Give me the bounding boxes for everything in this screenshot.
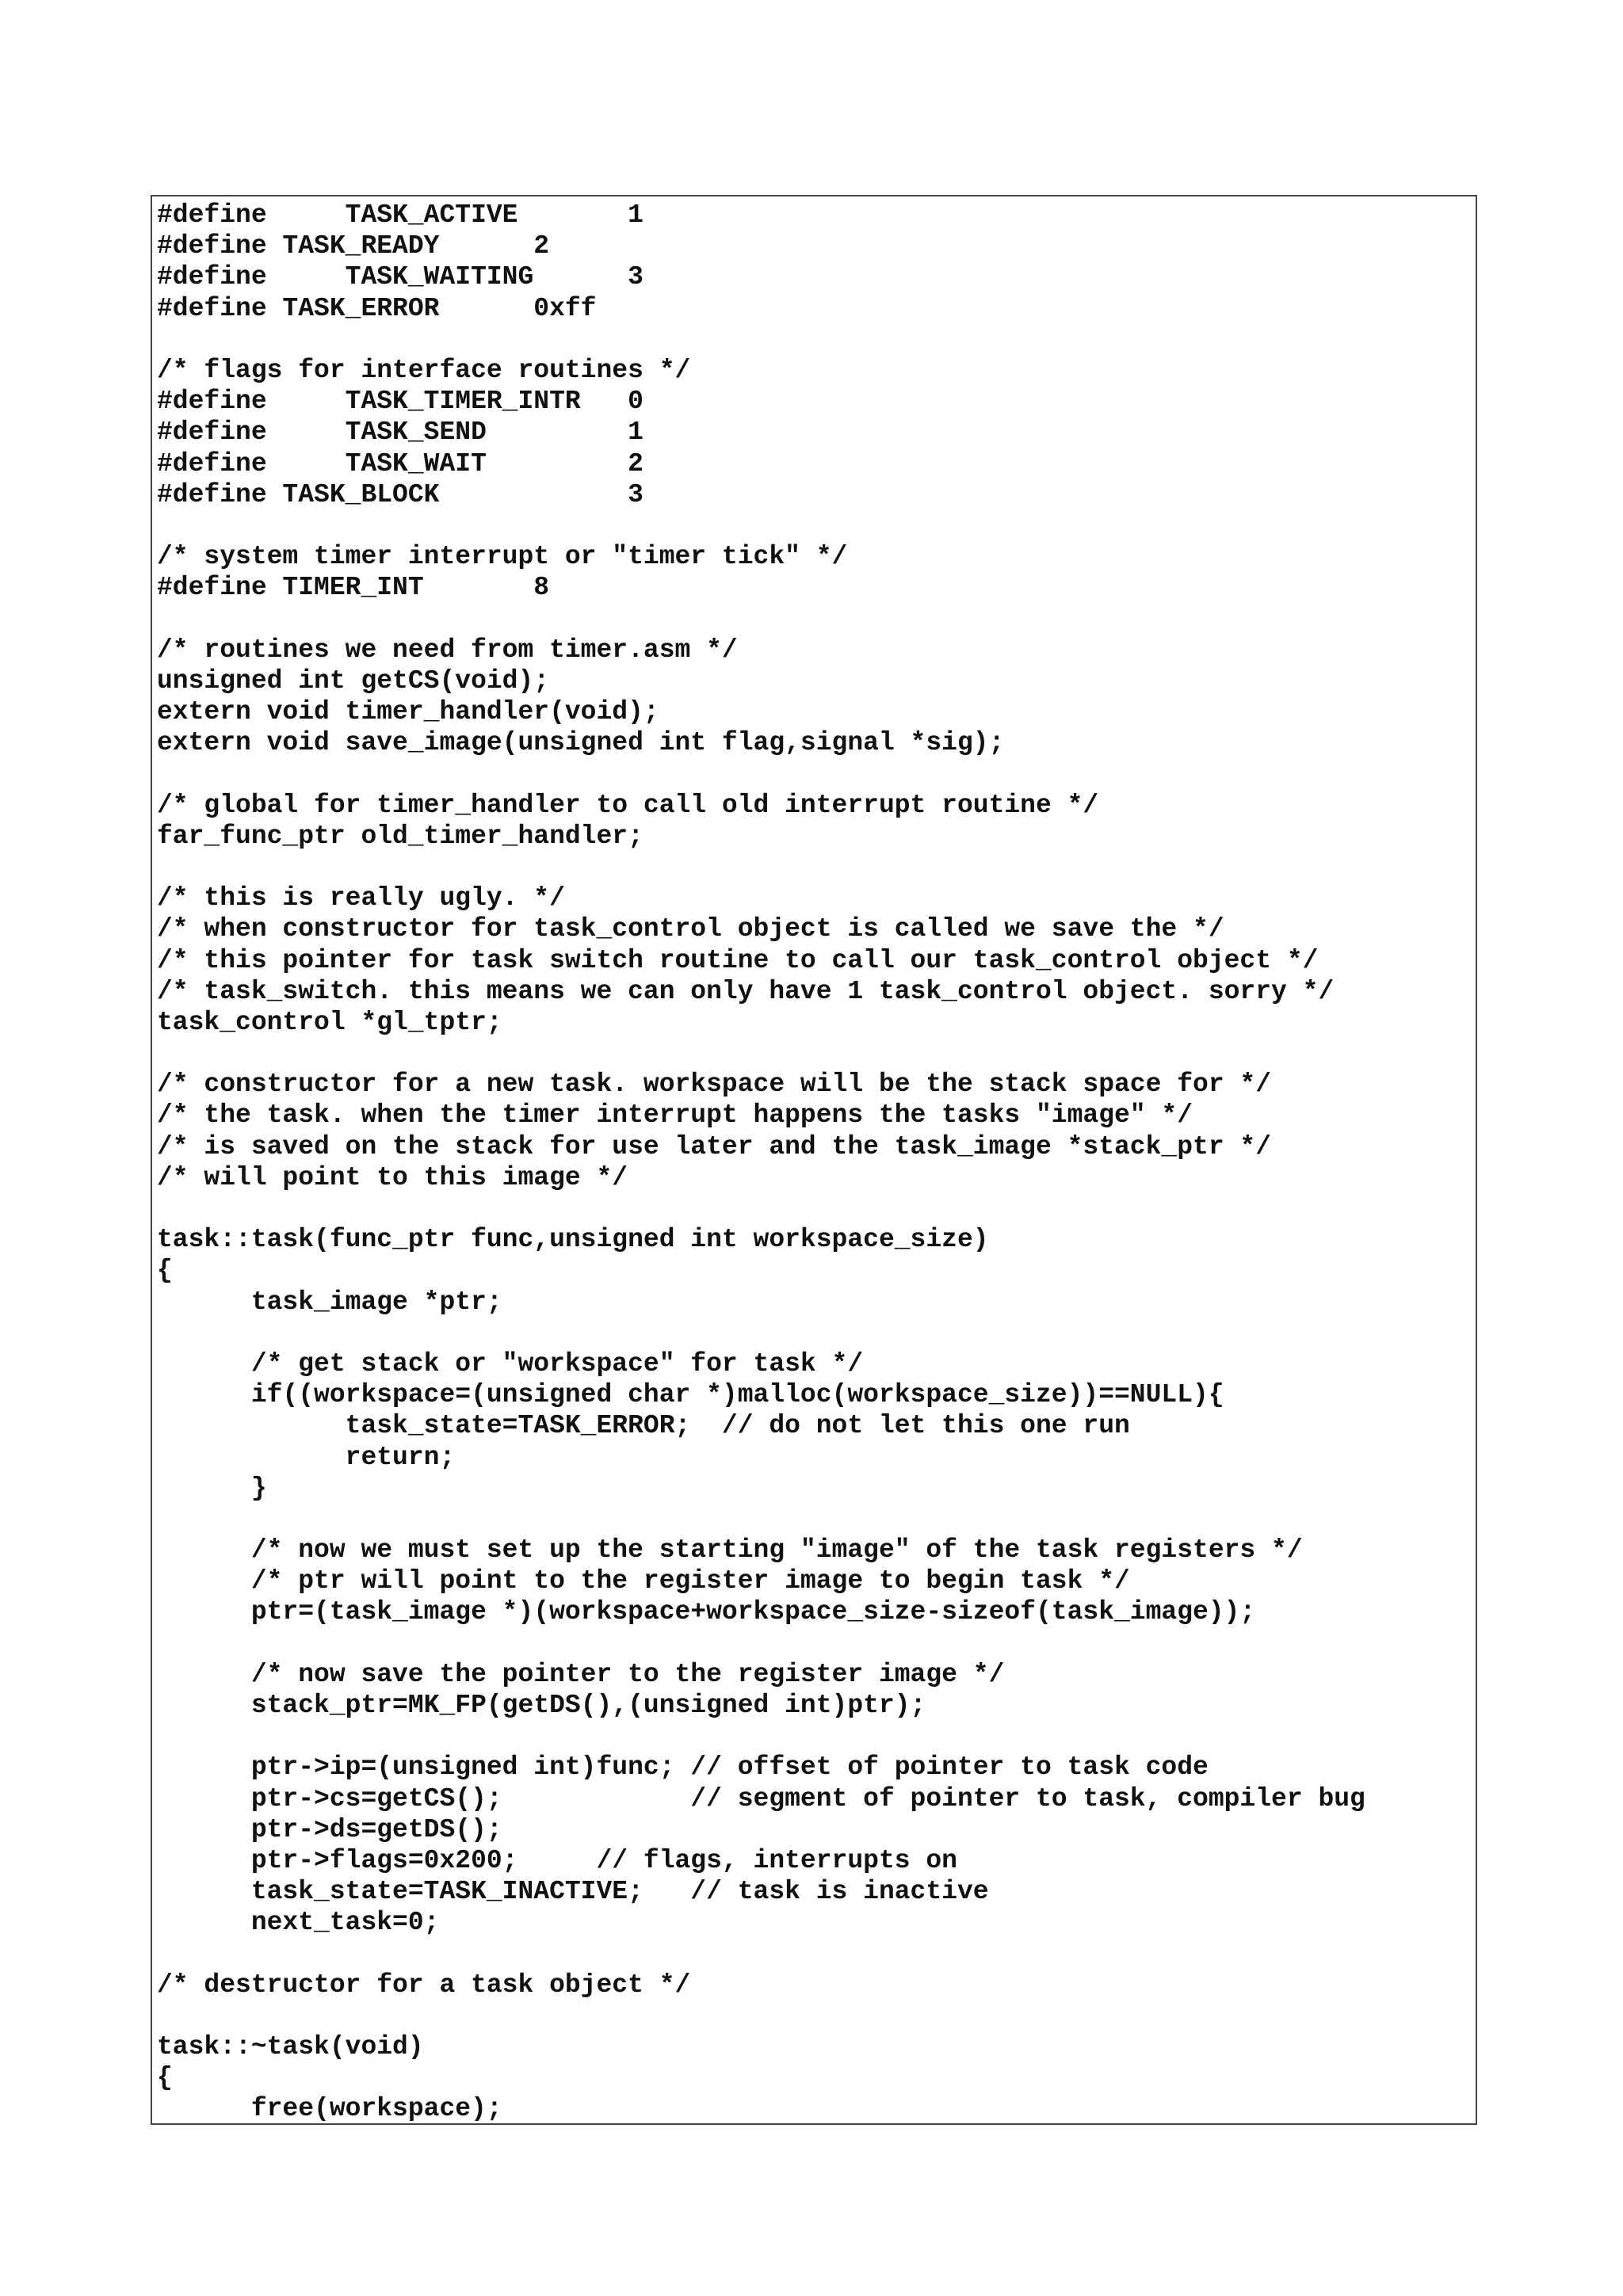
code-line xyxy=(157,603,1365,634)
code-line: #define TASK_ACTIVE 1 xyxy=(157,200,643,230)
code-line: #define TASK_WAIT 2 xyxy=(157,448,643,479)
code-line xyxy=(157,1318,1365,1348)
code-line: { xyxy=(157,2063,173,2093)
code-line: /* ptr will point to the register image to begin task */ xyxy=(157,1566,1130,1596)
code-line: stack_ptr=MK_FP(getDS(),(unsigned int)ptr); xyxy=(157,1691,926,1720)
code-listing xyxy=(157,200,1365,2125)
code-line: next_task=0; xyxy=(157,1908,440,1938)
code-line: ptr->ip=(unsigned int)func; // offset of pointer to task code xyxy=(157,1753,1209,1783)
code-line: /* task_switch. this means we can only have 1 task_control object. sorry */ xyxy=(157,976,1335,1006)
code-line: task::task(func_ptr func,unsigned int workspace_size) xyxy=(157,1225,989,1255)
code-line: /* this pointer for task switch routine to call our task_control object */ xyxy=(157,945,1319,975)
code-line: /* will point to this image */ xyxy=(157,1162,628,1192)
code-line: ptr=(task_image *)(workspace+workspace_size-sizeof(task_image)); xyxy=(157,1597,1256,1627)
code-line: task::~task(void) xyxy=(157,2032,424,2062)
code-line: /* the task. when the timer interrupt happens the tasks "image" */ xyxy=(157,1100,1193,1131)
code-line: { xyxy=(157,1256,173,1286)
code-line: if((workspace=(unsigned char *)malloc(workspace_size))==NULL){ xyxy=(157,1380,1224,1410)
code-line: #define TASK_ERROR 0xff xyxy=(157,293,597,323)
code-line: #define TASK_READY 2 xyxy=(157,231,550,261)
code-line xyxy=(157,324,1365,355)
code-line: /* destructor for a task object */ xyxy=(157,1970,691,2000)
code-line: ptr->ds=getDS(); xyxy=(157,1814,502,1844)
code-line: /* global for timer_handler to call old interrupt routine */ xyxy=(157,790,1099,820)
code-line xyxy=(157,1038,1365,1069)
code-line: #define TIMER_INT 8 xyxy=(157,573,550,603)
code-line xyxy=(157,1193,1365,1224)
code-line: /* this is really ugly. */ xyxy=(157,883,565,913)
code-line xyxy=(157,2000,1365,2031)
code-line: return; xyxy=(157,1442,456,1472)
code-line xyxy=(157,1504,1365,1535)
code-line: /* is saved on the stack for use later and the task_image *stack_ptr */ xyxy=(157,1131,1272,1161)
code-line: ptr->flags=0x200; // flags, interrupts on xyxy=(157,1845,957,1875)
code-line: unsigned int getCS(void); xyxy=(157,666,550,696)
code-line: extern void save_image(unsigned int flag,signal *sig); xyxy=(157,728,1005,758)
code-line: /* routines we need from timer.asm */ xyxy=(157,635,738,665)
code-line: task_image *ptr; xyxy=(157,1287,502,1317)
code-line: #define TASK_TIMER_INTR 0 xyxy=(157,387,643,417)
code-line: #define TASK_BLOCK 3 xyxy=(157,479,643,509)
code-line: task_state=TASK_INACTIVE; // task is inactive xyxy=(157,1877,989,1907)
code-line xyxy=(157,510,1365,541)
code-line xyxy=(157,1628,1365,1659)
code-line: task_state=TASK_ERROR; // do not let this one run xyxy=(157,1411,1130,1441)
code-line: task_control *gl_tptr; xyxy=(157,1007,502,1037)
code-line: /* constructor for a new task. workspace will be the stack space for */ xyxy=(157,1070,1272,1100)
code-line: /* flags for interface routines */ xyxy=(157,355,691,385)
code-line: far_func_ptr old_timer_handler; xyxy=(157,821,643,851)
code-line xyxy=(157,852,1365,883)
code-line: #define TASK_WAITING 3 xyxy=(157,262,643,292)
code-listing-frame xyxy=(151,195,1477,2125)
code-line: } xyxy=(157,1473,267,1503)
code-line: /* get stack or "workspace" for task */ xyxy=(157,1348,864,1379)
code-line: /* system timer interrupt or "timer tick" */ xyxy=(157,542,848,572)
code-line: ptr->cs=getCS(); // segment of pointer to task, compiler bug xyxy=(157,1783,1365,1814)
code-line: free(workspace); xyxy=(157,2094,502,2124)
code-line: extern void timer_handler(void); xyxy=(157,697,659,727)
code-line: /* now save the pointer to the register image */ xyxy=(157,1659,1005,1689)
code-line: /* now we must set up the starting "image" of the task registers */ xyxy=(157,1535,1303,1566)
code-line xyxy=(157,1939,1365,1970)
code-line: /* when constructor for task_control object is called we save the */ xyxy=(157,914,1224,944)
code-line xyxy=(157,758,1365,789)
code-line: #define TASK_SEND 1 xyxy=(157,418,643,448)
code-line xyxy=(157,1721,1365,1752)
